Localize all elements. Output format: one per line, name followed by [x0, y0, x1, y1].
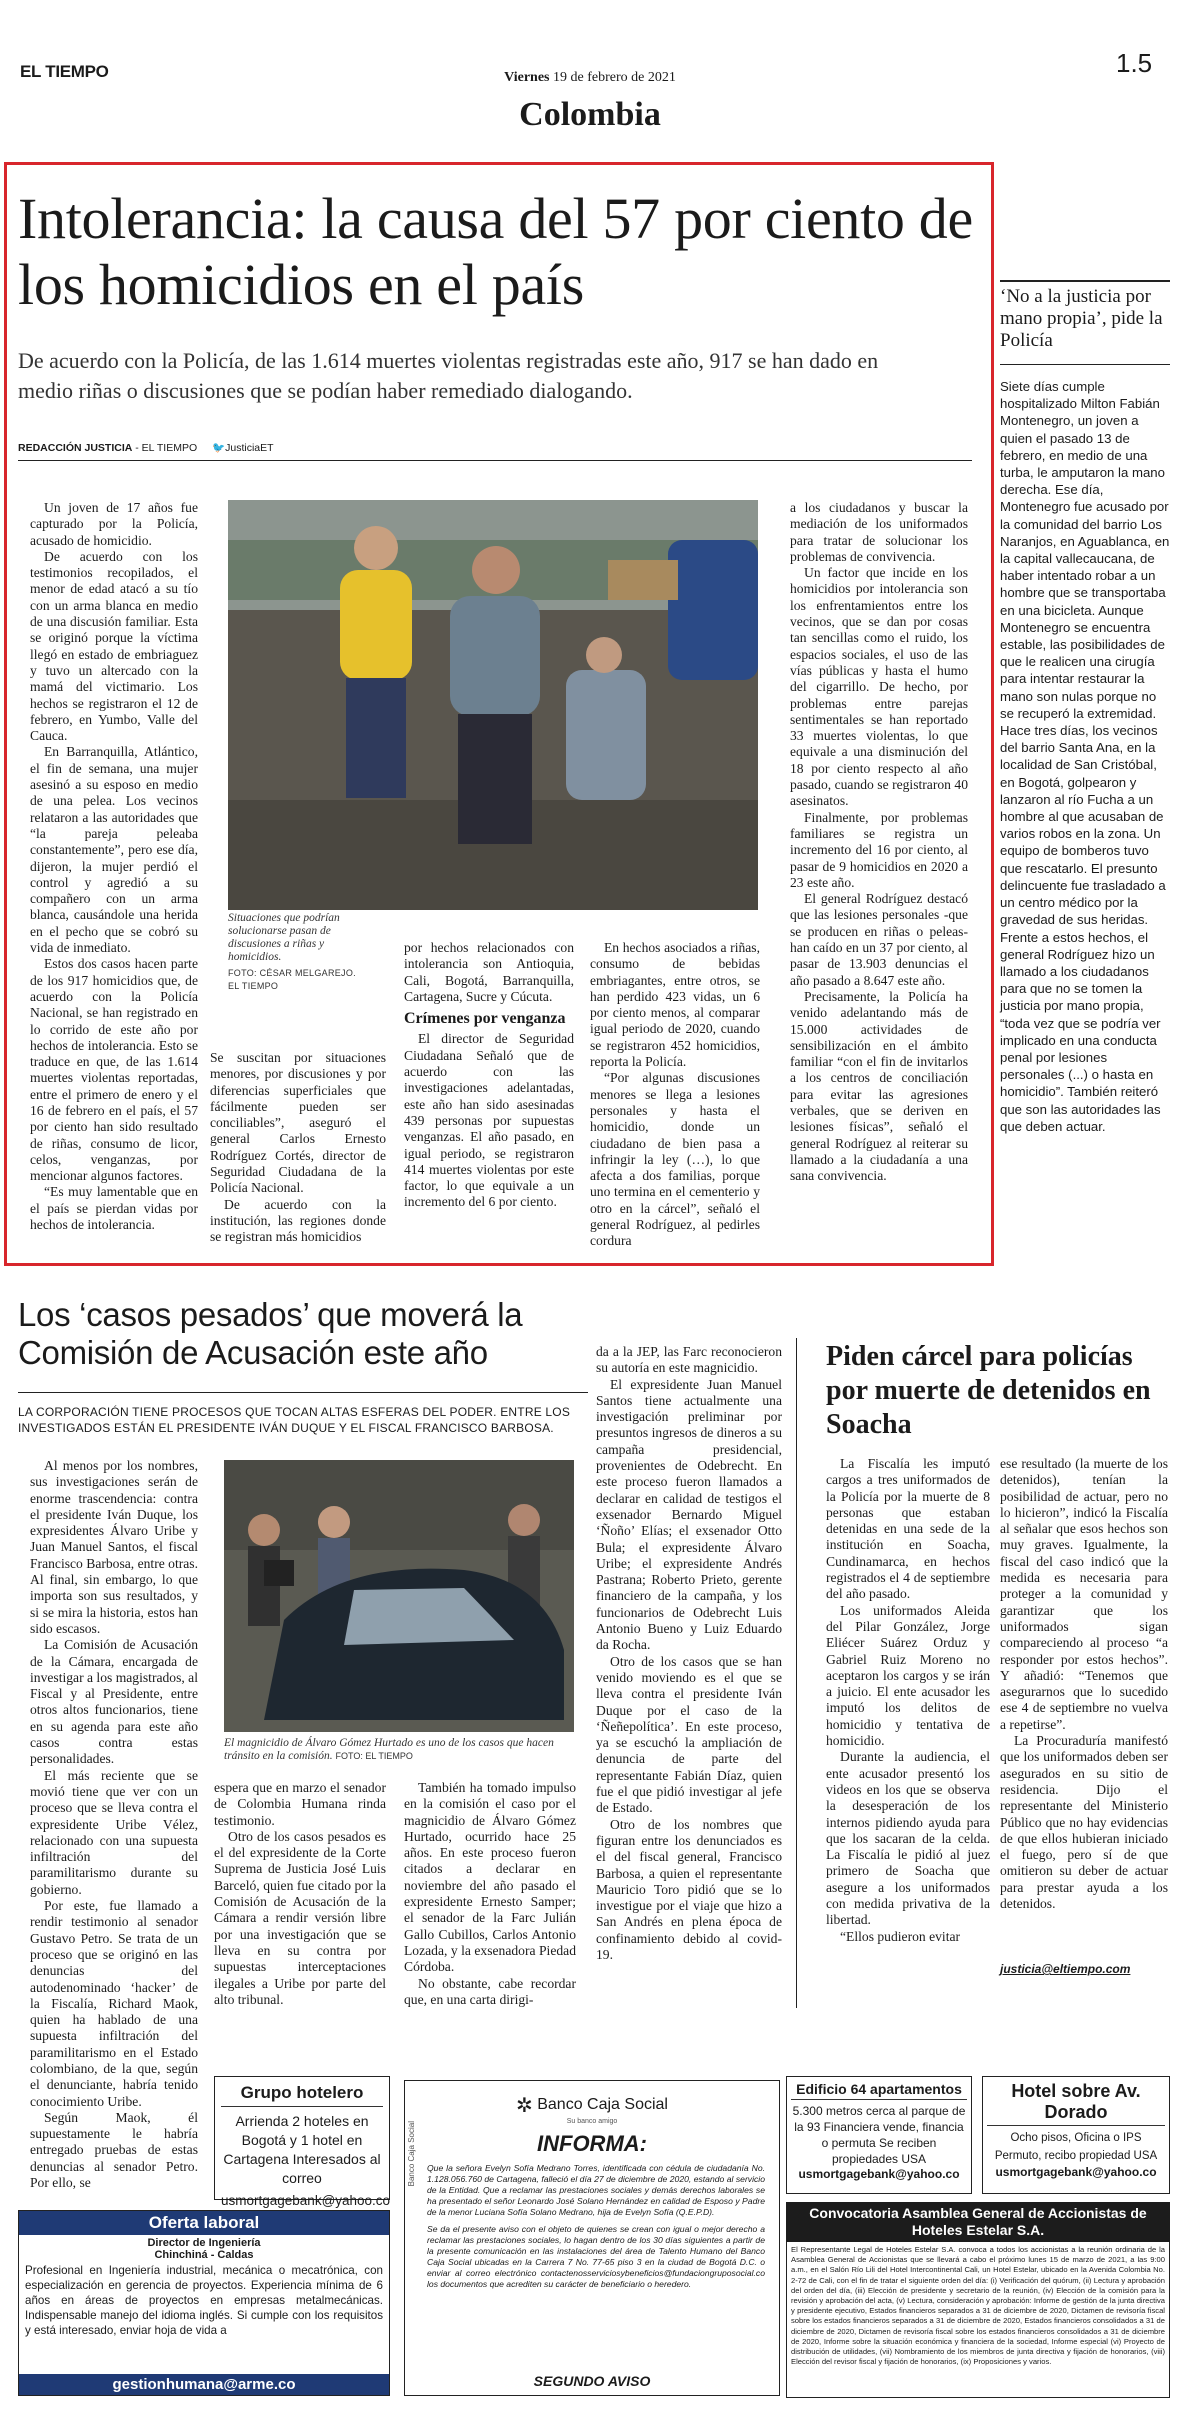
- caption-credit: FOTO: EL TIEMPO: [335, 1751, 413, 1761]
- ad-hotel-body: Ocho pisos, Oficina o IPS Permuto, recibo propiedad USA: [994, 2132, 1158, 2162]
- paragraph: La Comisión de Acusación de la Cámara, encargada de investigar a los magistrados, al Fiscal y al Presidente, entre otros altos funcionarios, tiene en su agenda para este año casos contra estas personalidades.: [30, 1637, 198, 1767]
- ad-banco-body-2: Se da el presente aviso con el objeto de quienes se crean con igual o mejor derecho a reclamar las prestaciones sociales, lo hagan dentro de los 30 días siguientes a partir de la presente comunicación en las instalaciones del área de Talento Humano del Banco Caja Social ubicadas en la Carrera 7 No. 77-65 piso 3 en la ciudad de Bogotá D.C. o enviar al correo electrónico contactenosserviciosybeneficios@fundaciongruposocial.co los documentos que acrediten su carácter de beneficiario o heredero.: [427, 2224, 765, 2289]
- ad-grupo-email: usmortgagebank@yahoo.co: [221, 2193, 391, 2208]
- story2-column-2: [214, 1780, 386, 2007]
- story2-headline: Los ‘casos pesados’ que moverá la Comisión de Acusación este año: [18, 1296, 523, 1371]
- paragraph: De acuerdo con la institución, las regiones donde se registran más homicidios: [210, 1196, 386, 1245]
- paragraph: La Fiscalía les imputó cargos a tres uniformados de la Policía por la muerte de 8 personas que estaban detenidas en una sede de la institución en Soacha, Cundinamarca, en hechos registrados el 4 de septiembre del año pasado.: [826, 1456, 990, 1602]
- main-column-3: [404, 940, 574, 1250]
- paragraph: Finalmente, por problemas familiares se registra un incremento del 16 por ciento, al pasar de 9 homicidios en 2020 a 23 este año.: [790, 809, 968, 890]
- story2-photo: [224, 1460, 574, 1732]
- paragraph: El expresidente Juan Manuel Santos tiene actualmente una investigación preliminar por presuntos ingresos de dineros a su campaña presidencial, provenientes de Odebrecht. En este proceso fueron llamados a declarar en calidad de testigos el exsenador Bernardo Miguel ‘Ñoño’ Elías; el exsenador Otto Bula; el expresidente Álvaro Uribe; el expresidente Andrés Pastrana; Roberto Prieto, gerente financiero de la campaña, y los funcionarios de Odebrecht Luis Antonio Bueno y Luiz Eduardo da Rocha.: [596, 1376, 782, 1653]
- section-title: Colombia: [519, 96, 661, 133]
- story2-column-3: [404, 1780, 576, 2040]
- paragraph: El general Rodríguez destacó que las lesiones personales -que se producen en riñas o peleas- han caído en un 37 por ciento, al pasar de 13.903 denuncias el año pasado a 8.647 este año.: [790, 891, 968, 988]
- paragraph: da a la JEP, las Farc reconocieron su autoría en este magnicidio.: [596, 1344, 782, 1376]
- ad-asamblea-estelar: [786, 2202, 1170, 2396]
- paragraph: Al menos por los nombres, sus investigaciones serán de enorme trascendencia: contra el presidente Iván Duque, los expresidentes Álvaro Uribe y Juan Manuel Santos, el fiscal Francisco Barbosa, entre otras. Al final, sin embargo, lo que importa son sus resultados, y si se mira la historia, estos han sido escasos.: [30, 1458, 198, 1636]
- paragraph: Por este, fue llamado a rendir testimonio al senador Gustavo Petro. Se trata de un proceso que se originó en las denuncias del autodenominado ‘hacker’ de la Fiscalía, Richard Maok, quien ha hablado de una supuesta infiltración del paramilitarismo en el Estado colombiano, de la que, según el denunciante, habría tenido conocimiento Uribe.: [30, 1898, 198, 2109]
- ad-edificio-title: Edificio 64 apartamentos: [791, 2081, 967, 2100]
- paragraph: El director de Seguridad Ciudadana Señaló que de acuerdo con las investigaciones adelantadas, este año han sido asesinadas 439 personas por supuestas venganzas. El año pasado, en igual periodo, se registraron 414 muertes violentas por este factor, lo que equivale a un incremento del 6 por ciento.: [404, 1031, 574, 1210]
- paragraph: Otro de los nombres que figuran entre los denunciados es el del fiscal general, Francisco Barbosa, a quien el representante Mauricio Toro pidió que se lo investigue por el viaje que hizo a San Andrés en plena época de confinamiento debido al covid-19.: [596, 1816, 782, 1962]
- paragraph: a los ciudadanos y buscar la mediación de los uniformados para tratar de solucionar los problemas de convivencia.: [790, 500, 968, 564]
- logo: EL TIEMPO: [20, 62, 109, 81]
- ad-oferta-email: gestionhumana@arme.co: [19, 2374, 389, 2395]
- story2-rule: [18, 1392, 588, 1393]
- ad-banco-footer: SEGUNDO AVISO: [533, 2373, 651, 2389]
- paragraph: Un joven de 17 años fue capturado por la Policía, acusado de homicidio.: [30, 500, 198, 548]
- paragraph: espera que en marzo el senador de Colombia Humana rinda testimonio.: [214, 1780, 386, 1828]
- ad-grupo-hotelero: [214, 2076, 391, 2208]
- paragraph: Precisamente, la Policía ha venido adelantando más de 15.000 actividades de sensibilización en el ámbito familiar “con el fin de invitarlos a los centros de conciliación para evitar las agresiones verbales, que se deriven en lesiones físicas”, señaló el general Rodríguez al reiterar su llamado a la ciudadanía a una sana convivencia.: [790, 988, 968, 1184]
- date-day: Viernes: [504, 70, 550, 85]
- main-photo: [228, 500, 758, 910]
- twitter-icon: 🐦: [212, 442, 226, 454]
- paragraph: ese resultado (la muerte de los detenidos), tenían la posibilidad de actuar, pero no lo hicieron”, indicó la Fiscalía al señalar que esos hechos son muy graves. Igualmente, la fiscal del caso indicó que la medida es necesaria para proteger a la comunidad y garantizar que los uniformados sigan compareciendo al proceso “a responder por estos hechos”. Y añadió: “Tenemos que asegurarnos que lo sucedido ese 4 de septiembre no vuelva a repetirse”.: [1000, 1456, 1168, 1732]
- page-number: 1.5: [1116, 48, 1153, 78]
- date-line: [420, 70, 760, 86]
- paragraph: “Ellos pudieron evitar: [840, 1928, 961, 1944]
- paragraph: No obstante, cabe recordar que, en una carta dirigi-: [404, 1975, 576, 2007]
- paragraph: Se suscitan por situaciones menores, por discusiones y por diferencias superficiales que fácilmente pueden ser conciliables”, aseguró el general Carlos Ernesto Rodríguez Cortés, director de Seguridad Ciudadana de la Policía Nacional.: [210, 1050, 386, 1196]
- paragraph: El más reciente que se movió tiene que ver con un proceso que se lleva contra el expresidente Uribe Vélez, relacionado con una supuesta infiltración del paramilitarismo durante su gobierno.: [30, 1767, 198, 1897]
- ad-edificio-body: 5.300 metros cerca al parque de la 93 Financiera vende, financia o permuta Se reciben propiedades USA: [792, 2104, 966, 2166]
- story2-column-4: [596, 1344, 782, 2034]
- story3-left-rule: [796, 1338, 797, 2008]
- story2-deck: LA CORPORACIÓN TIENE PROCESOS QUE TOCAN ALTAS ESFERAS DEL PODER. ENTRE LOS INVESTIGADOS ESTÁN EL PRESIDENTE IVÁN DUQUE Y EL FISCAL FRANCISCO BARBOSA.: [18, 1405, 571, 1435]
- paragraph: Un factor que incide en los homicidios por intolerancia son los enfrentamientos entre los vecinos, que se dan por cosas tan sencillas como el ruido, los espacios sociales, el uso de las vías públicas y hasta el humo del cigarrillo. De hecho, por problemas entre parejas sentimentales se han reportado 33 muertes violentas, lo que equivale a una disminución del 18 por ciento respecto al año pasado, cuando se registraron 40 asesinatos.: [790, 565, 968, 809]
- ad-hotel-title: Hotel sobre Av. Dorado: [987, 2081, 1165, 2126]
- ad-edificio-email: usmortgagebank@yahoo.co: [798, 2167, 960, 2181]
- fight-photo-illustration: [228, 500, 758, 910]
- ad-asamblea-body: El Representante Legal de Hoteles Estelar S.A. convoca a todos los accionistas a la reunión ordinaria de la Asamblea General de Accionistas que se llevará a cabo el próximo lunes 15 de marzo de 2021, a las 9:00 a.m., en el Salón Río Lili del Hotel Intercontinental Cali, un Hotel Estelar, ubicado en la Avenida Colombia No. 2-72 de Cali, con el fin de tratar el siguiente orden del día: (i) Verificación del quórum, (ii) Lectura y aprobación del orden del día, (iii) Elección de presidente y secretario de la reunión, (iv) Elección de la comisión para la revisión y aprobación del acta, (v) Lectura, consideración y aprobación: Informe de gestión de la junta directiva y presidente ejecutivo, Estados financieros separados a 31 de diciembre de 2020, Dictamen de revisoría fiscal sobre los estados financieros separados a 31 de diciembre de 2020, Estados financieros consolidados a 31 de diciembre de 2020, Dictamen de revisoría fiscal sobre los estados financieros consolidados a 31 de diciembre de 2020, Informe sobre la situación económica y financiera de la sociedad, Informe especial (vi) Proyecto de distribución de utilidades, (vii) Nombramiento de los miembros de junta directiva y fijación de honorarios, (viii) Elección del revisor fiscal y fijación de honorarios, (ix) Proposiciones y varios.: [786, 2242, 1170, 2398]
- paragraph: De acuerdo con los testimonios recopilados, el menor de edad atacó a su tío con un arma blanca en medio de una discusión familiar. Esta se originó porque la víctima llegó en estado de embriaguez y tuvo un altercado con la mamá del victimario. Los hechos se registraron el 12 de febrero, en Yumbo, Valle del Cauca.: [30, 548, 198, 744]
- paragraph: Estos dos casos hacen parte de los 917 homicidios que, de acuerdo con la Policía Nacional, se han registrado en lo corrido de este año por hechos de intolerancia. Esto se traduce en que, de las 1.614 muertes violentas reportadas, entre el primero de enero y el 16 de febrero en el país, el 57 por ciento han sido resultado de riñas, consumo de licor, celos, venganzas, por mencionar algunos factores.: [30, 956, 198, 1184]
- main-column-4: [590, 940, 760, 1250]
- ad-grupo-body: Arrienda 2 hoteles en Bogotá y 1 hotel en Cartagena Interesados al correo: [223, 2113, 381, 2186]
- ad-oferta-city: Chinchiná - Caldas: [154, 2249, 254, 2261]
- car-photo-illustration: [224, 1460, 574, 1732]
- story2-column-1: [30, 1458, 198, 2191]
- paragraph: En hechos asociados a riñas, consumo de bebidas embriagantes, entre otros, se han perdido 423 vidas, un 6 por ciento menos, al comparar igual periodo de 2020, cuando se registraron 452 homicidios, reporta la Policía.: [590, 940, 760, 1070]
- sidebar-top-rule: [1000, 280, 1170, 282]
- byline-rule: [18, 460, 972, 461]
- byline-paper: - EL TIEMPO: [135, 442, 198, 454]
- sidebar-title-rule: [1000, 364, 1170, 365]
- main-headline: Intolerancia: la causa del 57 por ciento de los homicidios en el país: [18, 186, 973, 317]
- ad-asamblea-title: Convocatoria Asamblea General de Accionistas de Hoteles Estelar S.A.: [786, 2202, 1170, 2242]
- paragraph: Los uniformados Aleida del Pilar González, Jorge Eliécer Suárez Orduz y Gabriel Ruiz Moreno no aceptaron los cargos y se irán a juicio. El ente acusador les imputó los delitos de homicidio y tentativa de homicidio.: [826, 1602, 990, 1749]
- paragraph: Según Maok, él supuestamente le habría entregado pruebas de estas denuncias al senador Petro. Por ello, se: [30, 2109, 198, 2191]
- date-text: 19 de febrero de 2021: [553, 70, 676, 85]
- main-photo-caption: [228, 912, 358, 993]
- sidebar-body: Siete días cumple hospitalizado Milton Fabián Montenegro, un joven a quien el pasado 13 de febrero, en medio de una turba, le amputaron la mano derecha. Ese día, Montenegro fue acusado por la comunidad del barrio Los Naranjos, en Aguablanca, en la capital vallecaucana, de haber intentado robar a un hombre que se transportaba en una bicicleta. Aunque Montenegro se encuentra estable, las posibilidades de que le realicen una cirugía para intentar restaurar la mano son nulas porque no se recuperó la extremidad. Hace tres días, los vecinos del barrio Santa Ana, en la localidad de San Cristóbal, en Bogotá, golpearon y lanzaron al río Fucha a un hombre al que acusaban de varios robos en la zona. Un equipo de bomberos tuvo que rescatarlo. El presunto delincuente fue trasladado a un centro médico por la gravedad de sus heridas. Frente a estos hechos, el general Rodríguez hizo un llamado a los ciudadanos para que no se tomen la justicia por mano propia, “toda vez que se podría ver implicado en una conducta penal por lesiones personales (...) o hasta en homicidio”. También reiteró que son las autoridades las que deben actuar.: [1000, 379, 1170, 1134]
- caption-credit: FOTO: CÉSAR MELGAREJO. EL TIEMPO: [228, 968, 356, 991]
- ad-banco-side: Banco Caja Social: [407, 2121, 416, 2187]
- ad-oferta-title: Oferta laboral: [19, 2211, 389, 2235]
- ad-oferta-body: Profesional en Ingeniería industrial, mecánica o mecatrónica, con especialización en gerencia de proyectos. Experiencia mínima de 6 años en áreas de proyectos en empresas metalmecánicas. Indispensable manejo del idioma inglés. Si cumple con los requisitos y está interesado, enviar hoja de vida a: [25, 2264, 383, 2337]
- paragraph: Otro de los casos pesados es el del expresidente de la Corte Suprema de Justicia José Luis Barceló, quien fue citado por la Comisión de Acusación de la Cámara a rendir versión libre por una investigación que se lleva en su contra por supuestas interceptaciones ilegales a Uribe por parte del alto tribunal.: [214, 1828, 386, 2007]
- paragraph: La Procuraduría manifestó que los uniformados deben ser asegurados en su sitio de residencia. Dijo el representante del Ministerio Público que no hay evidencias de que ellos hubieran iniciado el fuego, pero sí de que omitieron su deber de actuar para prestar ayuda a los detenidos.: [1000, 1733, 1168, 1912]
- main-column-2: [210, 1050, 386, 1250]
- ad-grupo-title: Grupo hotelero: [221, 2083, 383, 2107]
- byline-author: REDACCIÓN JUSTICIA: [18, 442, 133, 454]
- ad-banco-name: Banco Caja Social: [537, 2096, 668, 2113]
- ad-hotel-email: usmortgagebank@yahoo.co: [995, 2165, 1157, 2179]
- ad-hotel-dorado: [982, 2076, 1170, 2194]
- ad-banco-title: INFORMA:: [537, 2131, 647, 2156]
- story3-column-2: [1000, 1456, 1168, 2026]
- paragraph: por hechos relacionados con intolerancia son Antioquia, Cali, Bogotá, Barranquilla, Cartagena, Sucre y Cúcuta.: [404, 940, 574, 1004]
- story3-email-link[interactable]: justicia@eltiempo.com: [1000, 1962, 1131, 1976]
- story2-photo-caption: [224, 1737, 584, 1763]
- main-column-5: [790, 500, 968, 1250]
- caption-text: Situaciones que podrían solucionarse pasan de discusiones a riñas y homicidios.: [228, 912, 340, 963]
- paragraph: “Por algunas discusiones menores se llega a lesiones personales y hasta el homicidio, donde un ciudadano de bien pasa a infringir la ley (…), lo que afecta a dos familias, porque uno termina en el cementerio y otro en la cárcel”, señaló el general Rodríguez, al pedirles cordura: [590, 1070, 760, 1249]
- ad-banco-caja-social: [404, 2080, 780, 2396]
- main-column-1: [30, 500, 198, 1246]
- story3-column-1: [826, 1456, 990, 2056]
- banco-logo-icon: ✲: [516, 2095, 533, 2117]
- ad-banco-tagline: Su banco amigo: [566, 2118, 618, 2125]
- ad-oferta-role: Director de Ingeniería: [147, 2237, 261, 2249]
- ad-banco-body-1: Que la señora Evelyn Sofía Medrano Torres, identificada con cédula de ciudadanía No. 1.128.056.760 de Cartagena, falleció el día 27 de diciembre de 2020, estando al servicio de la Entidad. Que a reclamar las prestaciones sociales y demás derechos laborales se ha presentado el señor Leonardo José Solano Hernández en calidad de Esposo y Padre de la menor Luciana Sofía Solano Medrano, hija de Evelyn Sofía (Q.E.P.D).: [427, 2163, 765, 2217]
- byline-handle: JusticiaET: [225, 442, 274, 454]
- byline: [18, 441, 274, 454]
- paragraph: También ha tomado impulso en la comisión el caso por el magnicidio de Álvaro Gómez Hurtado, ocurrido hace 25 años. En este proceso fueron citados a declarar en noviembre del año pasado el expresidente Ernesto Samper; el senador de la Farc Julián Gallo Cubillos, Carlos Antonio Lozada, y la exsenadora Piedad Córdoba.: [404, 1780, 576, 1975]
- paragraph: “Es muy lamentable que en el país se pierdan vidas por hechos de intolerancia.: [30, 1184, 198, 1233]
- caption-text: El magnicidio de Álvaro Gómez Hurtado es uno de los casos que hacen tránsito en la comisión.: [224, 1737, 554, 1762]
- sidebar-title: ‘No a la justicia por mano propia’, pide la Policía: [1000, 286, 1163, 351]
- paragraph: En Barranquilla, Atlántico, el fin de semana, una mujer asesinó a su esposo en medio de una pelea. Los vecinos relataron a las autoridades que “la pareja peleaba constantemente”, pero ese día, dijeron, la mujer perdió el control y agredió a su compañero con un arma blanca, causándole una herida en el pecho que se cobró su vida de inmediato.: [30, 744, 198, 956]
- subhead-venganza: Crímenes por venganza: [404, 1010, 566, 1028]
- ad-oferta-laboral: [18, 2210, 390, 2396]
- ad-edificio: [786, 2076, 972, 2194]
- main-deck: De acuerdo con la Policía, de las 1.614 muertes violentas registradas este año, 917 se han dado en medio riñas o discusiones que se podían haber remediado dialogando.: [18, 348, 879, 403]
- paragraph: Durante la audiencia, el ente acusador presentó los videos en los que se observa la desesperación de los internos pidiendo ayuda para que los sacaran de la celda. La Fiscalía le pidió al juez primero de Soacha que asegure a los uniformados con medida privativa de la libertad.: [826, 1749, 990, 1928]
- story3-headline: Piden cárcel para policías por muerte de detenidos en Soacha: [826, 1341, 1151, 1440]
- ad-banco-logo: [405, 2093, 779, 2125]
- paragraph: Otro de los casos que se han venido moviendo es el que se lleva contra el presidente Iván Duque por el caso de la ‘Ñeñepolítica’. En este proceso, ya se escuchó la ampliación de denuncia de parte del representante Fabián Díaz, quien fue el que pidió investigar al jefe de Estado.: [596, 1653, 782, 1816]
